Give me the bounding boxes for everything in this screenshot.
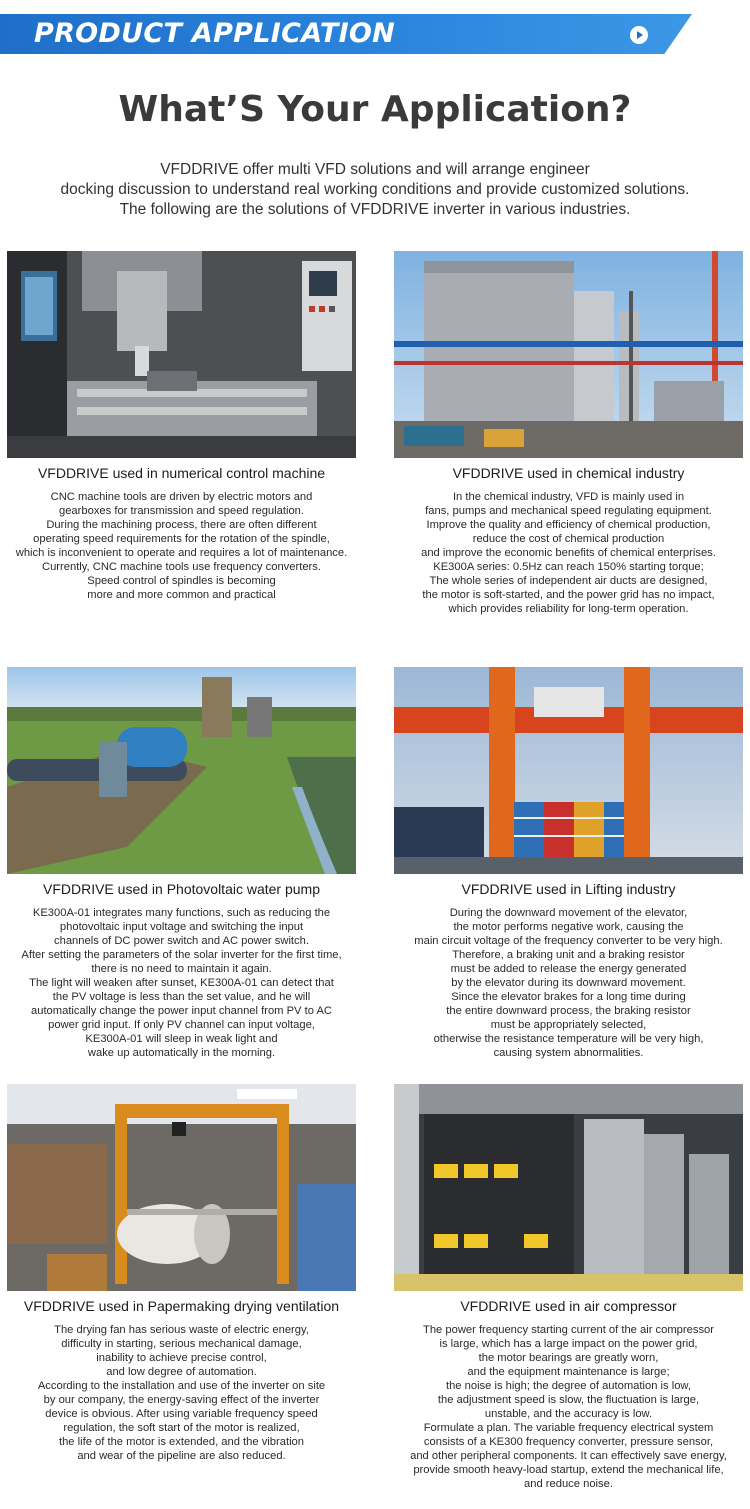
air-compressor-photo xyxy=(394,1084,743,1291)
card-description xyxy=(7,490,356,602)
application-card-cnc xyxy=(7,251,356,602)
banner-title: PRODUCT APPLICATION xyxy=(34,18,396,49)
desc-line: automatically change the power input channel from PV to AC xyxy=(31,1005,332,1017)
cnc-machine-photo xyxy=(7,251,356,458)
desc-line: is large, which has a large impact on the power grid, xyxy=(439,1338,698,1350)
card-caption: VFDDRIVE used in numerical control machine xyxy=(37,465,326,481)
application-card-lifting xyxy=(394,667,743,1060)
desc-line: main circuit voltage of the frequency converter to be very high. xyxy=(414,935,723,947)
desc-line: inability to achieve precise control, xyxy=(96,1352,267,1364)
intro-line: VFDDRIVE offer multi VFD solutions and will arrange engineer xyxy=(160,161,590,178)
desc-line: by the elevator during its downward movement. xyxy=(451,977,686,989)
card-description xyxy=(394,1323,743,1491)
desc-line: KE300A-01 will sleep in weak light and xyxy=(85,1033,278,1045)
desc-line: difficulty in starting, serious mechanical damage, xyxy=(61,1338,302,1350)
desc-line: and reduce noise. xyxy=(524,1478,613,1490)
desc-line: the motor bearings are greatly worn, xyxy=(478,1352,659,1364)
application-card-pv-pump xyxy=(7,667,356,1060)
desc-line: causing system abnormalities. xyxy=(493,1047,644,1059)
card-caption: VFDDRIVE used in Lifting industry xyxy=(461,881,676,897)
desc-line: must be added to release the energy generated xyxy=(450,963,687,975)
page-title: What’S Your Application? xyxy=(118,89,632,130)
desc-line: more and more common and practical xyxy=(87,589,276,601)
desc-line: the entire downward process, the braking resistor xyxy=(446,1005,691,1017)
desc-line: The power frequency starting current of the air compressor xyxy=(422,1324,714,1336)
arrow-right-icon[interactable] xyxy=(630,26,648,44)
desc-line: During the machining process, there are often different xyxy=(46,519,317,531)
desc-line: the motor is soft-started, and the power grid has no impact, xyxy=(422,589,715,601)
desc-line: The drying fan has serious waste of electric energy, xyxy=(54,1324,309,1336)
desc-line: the PV voltage is less than the set value, and he will xyxy=(52,991,311,1003)
chemical-plant-photo xyxy=(394,251,743,458)
desc-line: reduce the cost of chemical production xyxy=(472,533,665,545)
desc-line: and the equipment maintenance is large; xyxy=(467,1366,670,1378)
card-caption: VFDDRIVE used in chemical industry xyxy=(452,465,685,481)
desc-line: unstable, and the accuracy is low. xyxy=(484,1408,653,1420)
desc-line: Improve the quality and efficiency of chemical production, xyxy=(426,519,711,531)
desc-line: must be appropriately selected, xyxy=(490,1019,647,1031)
card-description xyxy=(394,906,743,1060)
desc-line: wake up automatically in the morning. xyxy=(87,1047,276,1059)
desc-line: there is no need to maintain it again. xyxy=(91,963,272,975)
desc-line: photovoltaic input voltage and switching the input xyxy=(59,921,304,933)
desc-line: KE300A series: 0.5Hz can reach 150% starting torque; xyxy=(433,561,704,573)
desc-line: CNC machine tools are driven by electric motors and xyxy=(50,491,313,503)
desc-line: and other peripheral components. It can effectively save energy, xyxy=(410,1450,727,1462)
desc-line: Therefore, a braking unit and a braking resistor xyxy=(452,949,685,961)
desc-line: regulation, the soft start of the motor is realized, xyxy=(63,1422,300,1434)
desc-line: and improve the economic benefits of chemical enterprises. xyxy=(421,547,716,559)
desc-line: and wear of the pipeline are also reduced. xyxy=(77,1450,286,1462)
desc-line: the life of the motor is extended, and the vibration xyxy=(58,1436,305,1448)
card-caption: VFDDRIVE used in air compressor xyxy=(460,1298,677,1314)
desc-line: The light will weaken after sunset, KE300A-01 can detect that xyxy=(29,977,334,989)
desc-line: device is obvious. After using variable frequency speed xyxy=(45,1408,318,1420)
water-pump-photo xyxy=(7,667,356,874)
desc-line: Formulate a plan. The variable frequency electrical system xyxy=(423,1422,714,1434)
card-description xyxy=(7,1323,356,1463)
port-crane-photo xyxy=(394,667,743,874)
card-caption: VFDDRIVE used in Photovoltaic water pump xyxy=(42,881,320,897)
desc-line: the motor performs negative work, causing the xyxy=(453,921,684,933)
desc-line: KE300A-01 integrates many functions, such as reducing the xyxy=(32,907,331,919)
application-card-papermaking xyxy=(7,1084,356,1463)
desc-line: fans, pumps and mechanical speed regulating equipment. xyxy=(425,505,712,517)
desc-line: operating speed requirements for the rotation of the spindle, xyxy=(33,533,330,545)
card-description xyxy=(7,906,356,1060)
desc-line: The whole series of independent air ducts are designed, xyxy=(429,575,708,587)
desc-line: and low degree of automation. xyxy=(106,1366,257,1378)
card-description xyxy=(394,490,743,616)
desc-line: channels of DC power switch and AC power switch. xyxy=(54,935,309,947)
intro-line: The following are the solutions of VFDDRIVE inverter in various industries. xyxy=(119,201,631,218)
desc-line: According to the installation and use of the inverter on site xyxy=(37,1380,326,1392)
desc-line: the adjustment speed is slow, the fluctuation is large, xyxy=(437,1394,700,1406)
desc-line: which provides reliability for long-term operation. xyxy=(448,603,689,615)
desc-line: After setting the parameters of the solar inverter for the first time, xyxy=(21,949,342,961)
desc-line: which is inconvenient to operate and requires a lot of maintenance. xyxy=(15,547,348,559)
desc-line: gearboxes for transmission and speed regulation. xyxy=(58,505,305,517)
intro-text xyxy=(0,160,750,220)
desc-line: Since the elevator brakes for a long time during xyxy=(451,991,686,1003)
intro-line: docking discussion to understand real working conditions and provide customized solutions. xyxy=(60,181,690,198)
desc-line: In the chemical industry, VFD is mainly used in xyxy=(452,491,685,503)
desc-line: Currently, CNC machine tools use frequency converters. xyxy=(42,561,321,573)
desc-line: Speed control of spindles is becoming xyxy=(87,575,276,587)
desc-line: power grid input. If only PV channel can input voltage, xyxy=(48,1019,315,1031)
desc-line: otherwise the resistance temperature will be very high, xyxy=(433,1033,704,1045)
desc-line: During the downward movement of the elevator, xyxy=(449,907,688,919)
desc-line: by our company, the energy-saving effect of the inverter xyxy=(43,1394,320,1406)
card-caption: VFDDRIVE used in Papermaking drying ventilation xyxy=(23,1298,340,1314)
application-card-chemical xyxy=(394,251,743,616)
desc-line: consists of a KE300 frequency converter, pressure sensor, xyxy=(423,1436,714,1448)
desc-line: the noise is high; the degree of automation is low, xyxy=(445,1380,692,1392)
product-application-banner xyxy=(0,14,750,54)
desc-line: provide smooth heavy-load startup, extend the mechanical life, xyxy=(413,1464,724,1476)
paper-machine-photo xyxy=(7,1084,356,1291)
application-card-air-compressor xyxy=(394,1084,743,1491)
